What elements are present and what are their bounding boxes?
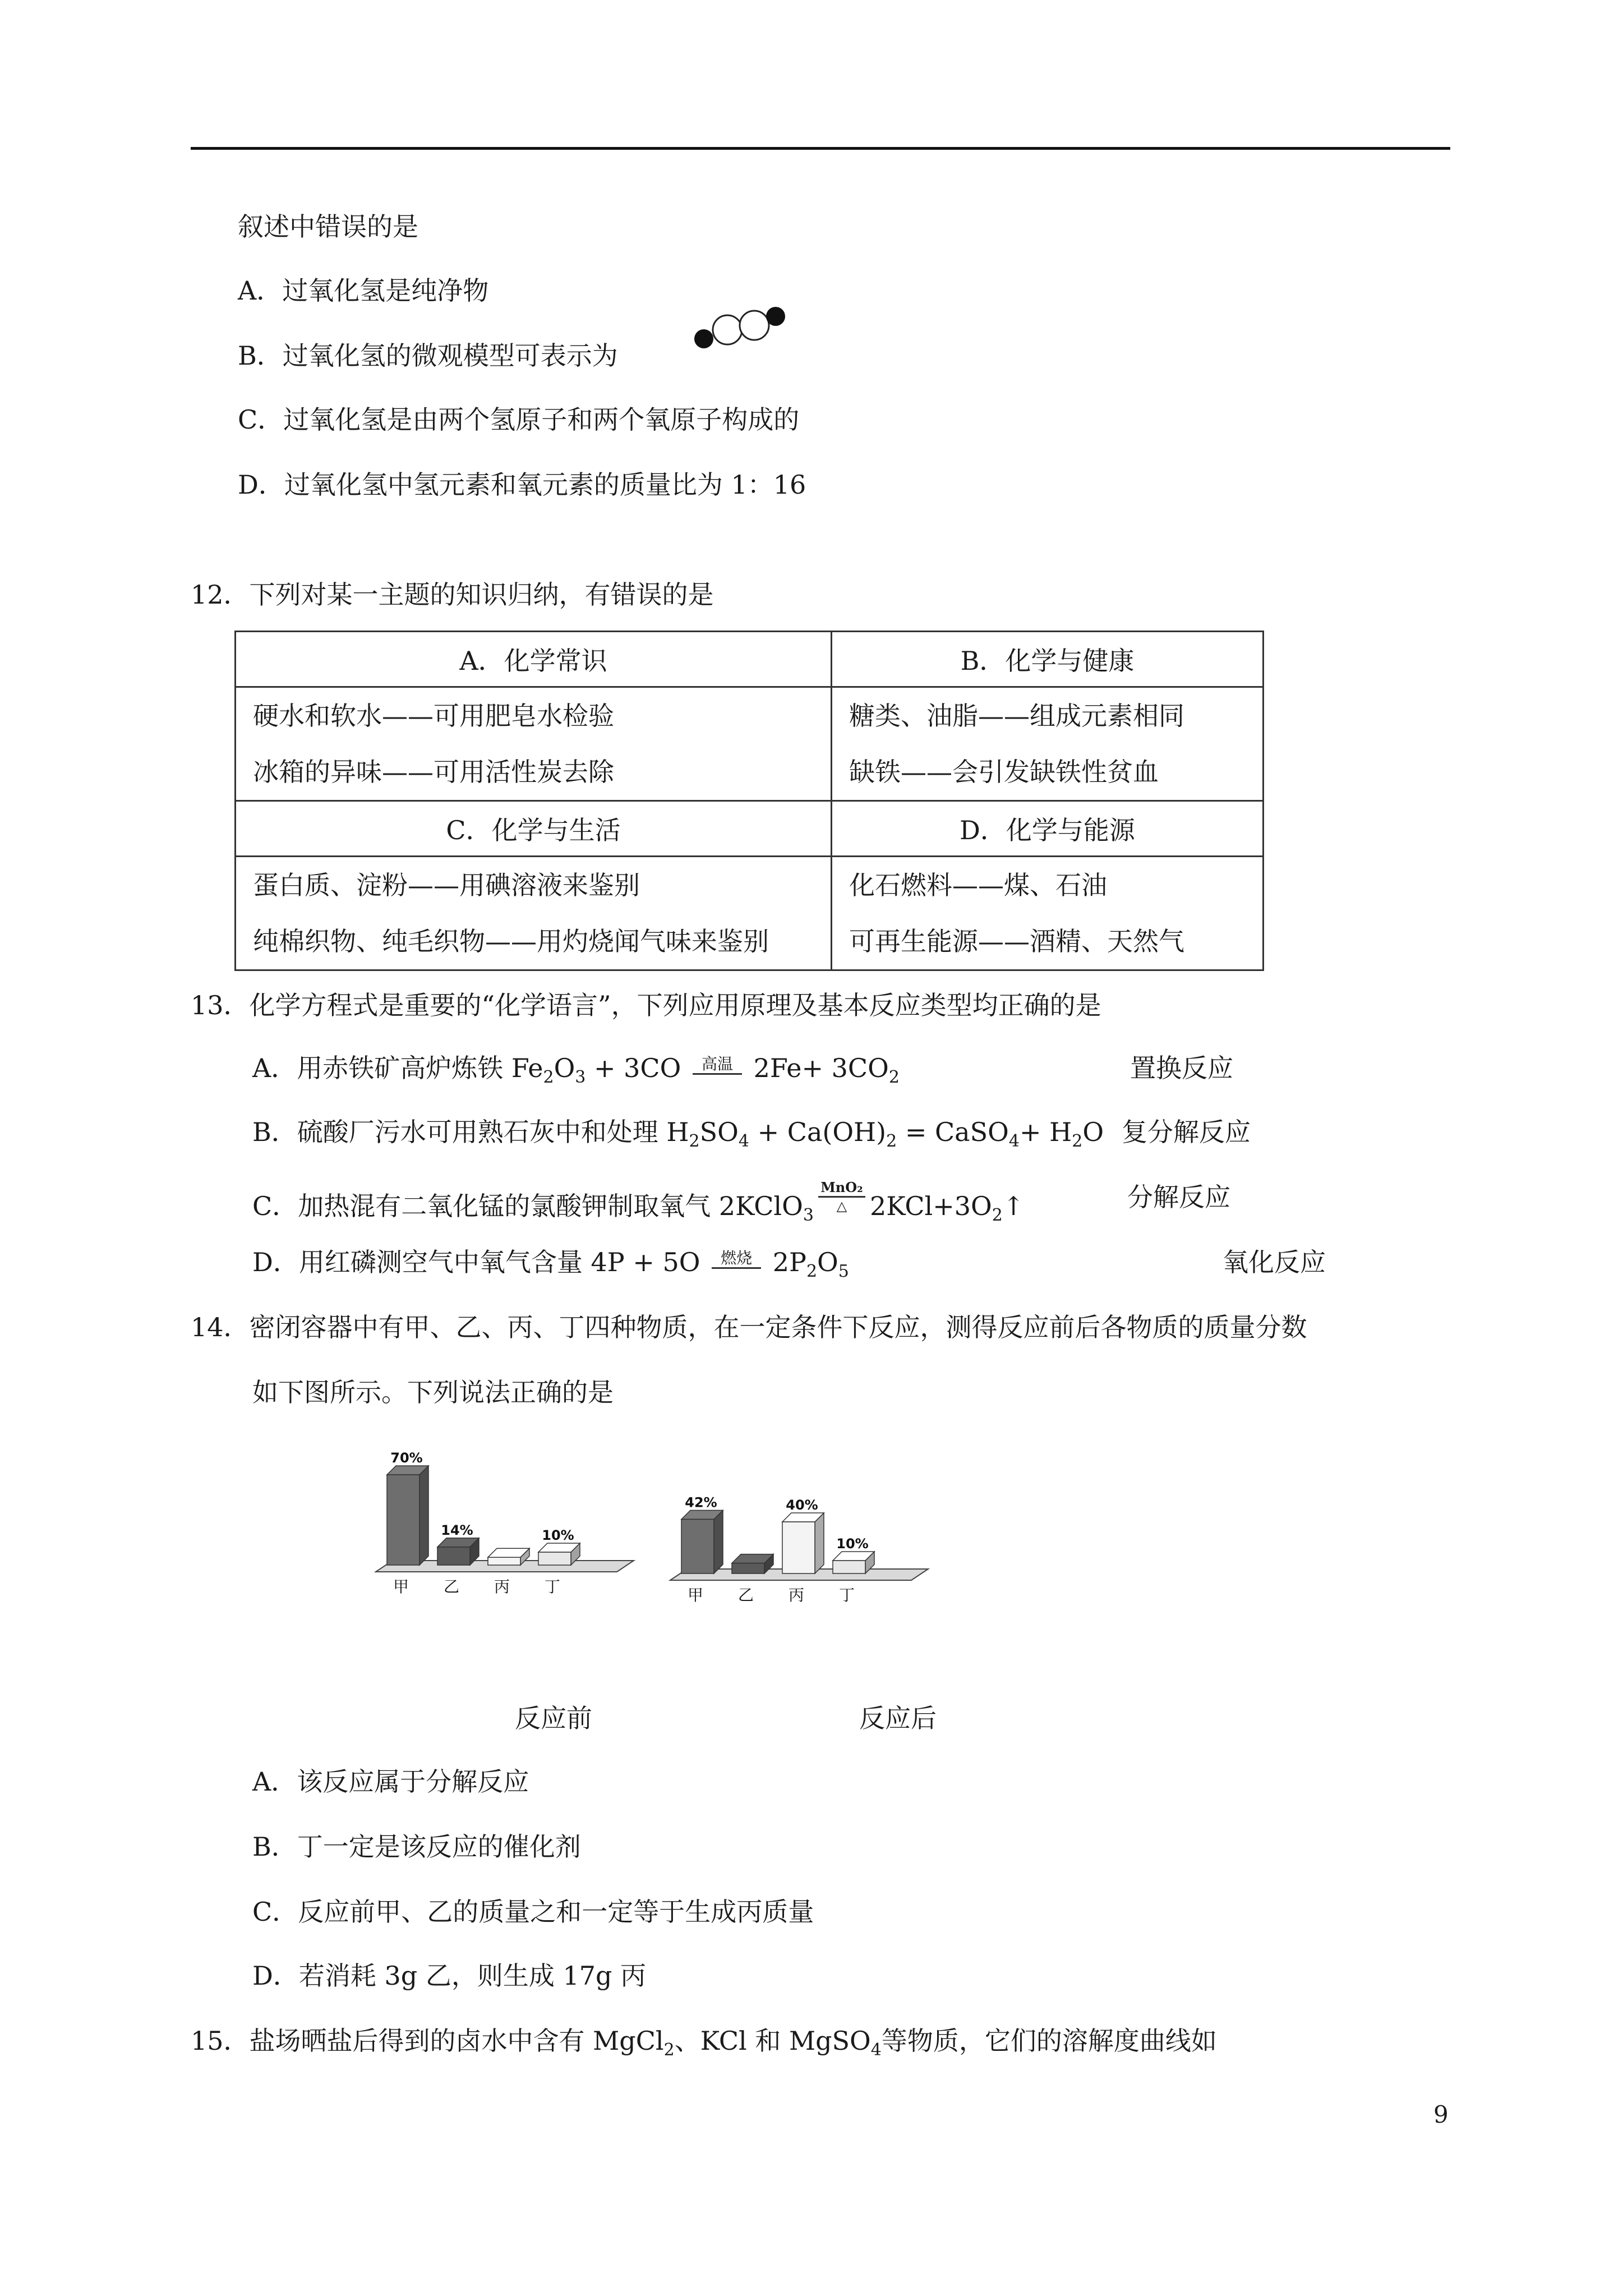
q13-c-type: 分解反应 [1127, 1182, 1230, 1212]
q11-option-b: B．过氧化氢的微观模型可表示为 [238, 341, 618, 371]
before-bar-side-0 [419, 1466, 428, 1565]
o-atom-right [740, 311, 769, 340]
after-bar-0 [681, 1519, 714, 1573]
before-bar-3 [538, 1552, 571, 1565]
q13-a-type: 置换反应 [1130, 1053, 1233, 1083]
q13-a-condition: 高温 [689, 1056, 745, 1073]
q13-d-mid: O [817, 1247, 838, 1277]
caption-before: 反应前 [515, 1703, 592, 1733]
h-atom-left [694, 329, 713, 348]
q14-option-d: D．若消耗 3g 乙，则生成 17g 丙 [252, 1961, 647, 1991]
table-head-d: D．化学与能源 [832, 801, 1264, 857]
q13-b-part3: = CaSO [897, 1117, 1009, 1147]
q14-option-b: B．丁一定是该反应的催化剂 [252, 1832, 581, 1862]
q13-c-condition [814, 1180, 870, 1213]
q12-stem: 12．下列对某一主题的知识归纳，有错误的是 [191, 579, 714, 610]
table-cell-c-line1: 蛋白质、淀粉——用碘溶液来鉴别 [253, 870, 640, 900]
after-bar-side-0 [714, 1510, 723, 1573]
q13-c-text: C．加热混有二氧化锰的氯酸钾制取氧气 2KClO [252, 1191, 803, 1221]
header-rule [191, 147, 1450, 150]
after-value-label-3: 10% [836, 1536, 869, 1552]
after-bar-2 [782, 1522, 815, 1573]
q14-stem-line2: 如下图所示。下列说法正确的是 [252, 1377, 614, 1407]
table-head-b: B．化学与健康 [832, 632, 1264, 687]
q13-stem: 13．化学方程式是重要的“化学语言”，下列应用原理及基本反应类型均正确的是 [191, 990, 1101, 1020]
table-cell-a-line2: 冰箱的异味——可用活性炭去除 [253, 757, 614, 787]
q13-b-part5: O [1082, 1117, 1104, 1147]
q13-d-type: 氧化反应 [1223, 1247, 1326, 1277]
chart-before-reaction [370, 1425, 662, 1610]
q11-option-d: D．过氧化氢中氢元素和氧元素的质量比为 1：16 [238, 470, 806, 500]
q13-d-products: 2P [764, 1247, 806, 1277]
o-atom-left [713, 315, 742, 344]
q13-b-part4: + H [1019, 1117, 1072, 1147]
q13-b-text: B．硫酸厂污水可用熟石灰中和处理 H [252, 1117, 689, 1147]
table-cell-d [832, 857, 1264, 970]
before-bar-0 [387, 1475, 419, 1565]
q13-a-rest: + 3CO [585, 1053, 689, 1083]
q13-d-condition: 燃烧 [708, 1250, 764, 1267]
table-cell-d-line1: 化石燃料——煤、石油 [849, 870, 1107, 900]
table-cell-b-line2: 缺铁——会引发缺铁性贫血 [849, 757, 1159, 787]
h-atom-right [766, 307, 785, 326]
q14-option-c: C．反应前甲、乙的质量之和一定等于生成丙质量 [252, 1897, 814, 1927]
q14-stem-line1: 14．密闭容器中有甲、乙、丙、丁四种物质，在一定条件下反应，测得反应前后各物质的质量分数 [191, 1312, 1307, 1342]
before-value-label-0: 70% [390, 1450, 423, 1466]
q13-b-part1: SO [699, 1117, 739, 1147]
q15-stem: 15．盐场晒盐后得到的卤水中含有 MgCl$_2$、KCl 和 MgSO$_4$等物质，它们的溶解度曲线如 [191, 2026, 1217, 2060]
after-bar-side-2 [815, 1513, 824, 1573]
after-value-label-0: 42% [685, 1494, 717, 1511]
q15-stem-c: 等物质，它们的溶解度曲线如 [881, 2026, 1217, 2056]
after-category-label-3: 丁 [838, 1586, 855, 1604]
table-cell-d-line2: 可再生能源——酒精、天然气 [849, 926, 1184, 956]
q13-a-text: A．用赤铁矿高炉炼铁 Fe [252, 1053, 543, 1083]
q13-option-d: D．用红磷测空气中氧气含量 4P + 5O 燃烧 $2P_2O_5$ [252, 1247, 849, 1281]
page-number: 9 [1433, 2101, 1449, 2128]
q13-c-catalyst: MnO₂ [820, 1179, 863, 1195]
q15-stem-a: 15．盐场晒盐后得到的卤水中含有 MgCl [191, 2026, 664, 2056]
before-category-label-2: 丙 [494, 1577, 510, 1596]
before-category-label-3: 丁 [544, 1577, 561, 1596]
q13-c-heat: △ [836, 1198, 847, 1214]
q13-b-part2: + Ca(OH) [749, 1117, 887, 1147]
table-head-a: A．化学常识 [236, 632, 832, 687]
table-cell-b [832, 687, 1264, 801]
q14-option-a: A．该反应属于分解反应 [252, 1766, 529, 1797]
table-head-c: C．化学与生活 [236, 801, 832, 857]
q13-option-b: B．硫酸厂污水可用熟石灰中和处理 $H_2SO_4 + Ca(OH)_2$ = CaSO$_4$+ $H_2O$ [252, 1117, 1104, 1151]
q13-option-a: A．用赤铁矿高炉炼铁 $Fe_2O_3 + 3CO$ 高温 $2Fe+ 3CO_2$ [252, 1053, 900, 1087]
q13-a-products: 2Fe+ 3CO [745, 1053, 889, 1083]
table-cell-c [236, 857, 832, 970]
before-bar-1 [437, 1547, 470, 1565]
table-cell-c-line2: 纯棉织物、纯毛织物——用灼烧闻气味来鉴别 [253, 926, 769, 956]
before-category-label-1: 乙 [443, 1577, 460, 1596]
molecule-model-icon [687, 303, 799, 353]
after-category-label-0: 甲 [687, 1586, 704, 1604]
q13-a-mid: O [554, 1053, 575, 1083]
q13-b-type: 复分解反应 [1122, 1117, 1251, 1147]
knowledge-table [234, 631, 1264, 971]
q11-stem: 叙述中错误的是 [238, 211, 418, 242]
q13-option-c: C．加热混有二氧化锰的氯酸钾制取氧气 2KClO$_3$ MnO₂ △ $2KCl+3O_2↑$ [252, 1179, 1025, 1225]
before-category-label-0: 甲 [393, 1577, 409, 1596]
after-category-label-2: 丙 [788, 1586, 805, 1604]
before-value-label-1: 14% [441, 1522, 473, 1538]
chart-after-reaction [665, 1433, 956, 1618]
q13-c-products: 2KCl+3O [869, 1191, 992, 1221]
q13-c-gas-arrow: ↑ [1002, 1191, 1025, 1221]
table-cell-b-line1: 糖类、油脂——组成元素相同 [849, 701, 1184, 731]
q11-option-c: C．过氧化氢是由两个氢原子和两个氧原子构成的 [238, 404, 800, 435]
after-bar-1 [732, 1563, 764, 1573]
after-bar-3 [833, 1561, 865, 1573]
after-value-label-2: 40% [786, 1497, 818, 1513]
before-value-label-3: 10% [542, 1527, 574, 1543]
before-bar-2 [488, 1557, 520, 1565]
table-cell-a-line1: 硬水和软水——可用肥皂水检验 [253, 701, 614, 731]
caption-after: 反应后 [859, 1703, 937, 1733]
q11-option-a: A．过氧化氢是纯净物 [238, 275, 489, 306]
table-cell-a [236, 687, 832, 801]
after-category-label-1: 乙 [737, 1586, 754, 1604]
q13-d-text: D．用红磷测空气中氧气含量 4P + 5O [252, 1247, 709, 1277]
q15-stem-b: 、KCl 和 MgSO [674, 2026, 871, 2056]
